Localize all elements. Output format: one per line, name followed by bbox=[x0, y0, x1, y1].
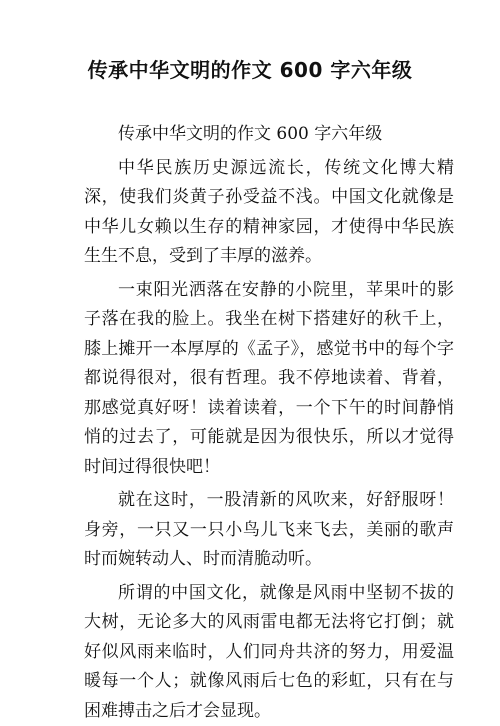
document-subtitle: 传承中华文明的作文 600 字六年级 bbox=[84, 120, 454, 150]
paragraph-1: 中华民族历史源远流长，传统文化博大精深，使我们炎黄子孙受益不浅。中国文化就像是中华儿女赖以生存的精神家园，才使得中华民族生生不息，受到了丰厚的滋养。 bbox=[84, 154, 454, 272]
paragraph-3: 就在这时，一股清新的风吹来，好舒服呀！身旁，一只又一只小鸟儿飞来飞去，美丽的歌声时而婉转动人、时而清脆动听。 bbox=[84, 486, 454, 575]
document-title: 传承中华文明的作文 600 字六年级 bbox=[0, 56, 500, 84]
paragraph-4: 所谓的中国文化，就像是风雨中坚韧不拔的大树，无论多大的风雨雷电都无法将它打倒；就好似风雨来临时，人们同舟共济的努力，用爱温暖每一个人；就像风雨后七色的彩虹，只有在与困难搏击之后才会显现。 bbox=[84, 579, 454, 726]
paragraph-2: 一束阳光洒落在安静的小院里，苹果叶的影子落在我的脸上。我坐在树下搭建好的秋千上，膝上摊开一本厚厚的《孟子》，感觉书中的每个字都说得很对，很有哲理。我不停地读着、背着，那感觉真好呀！读着读着，一个下午的时间静悄悄的过去了，可能就是因为很快乐，所以才觉得时间过得很快吧！ bbox=[84, 276, 454, 483]
document-body bbox=[84, 120, 454, 726]
